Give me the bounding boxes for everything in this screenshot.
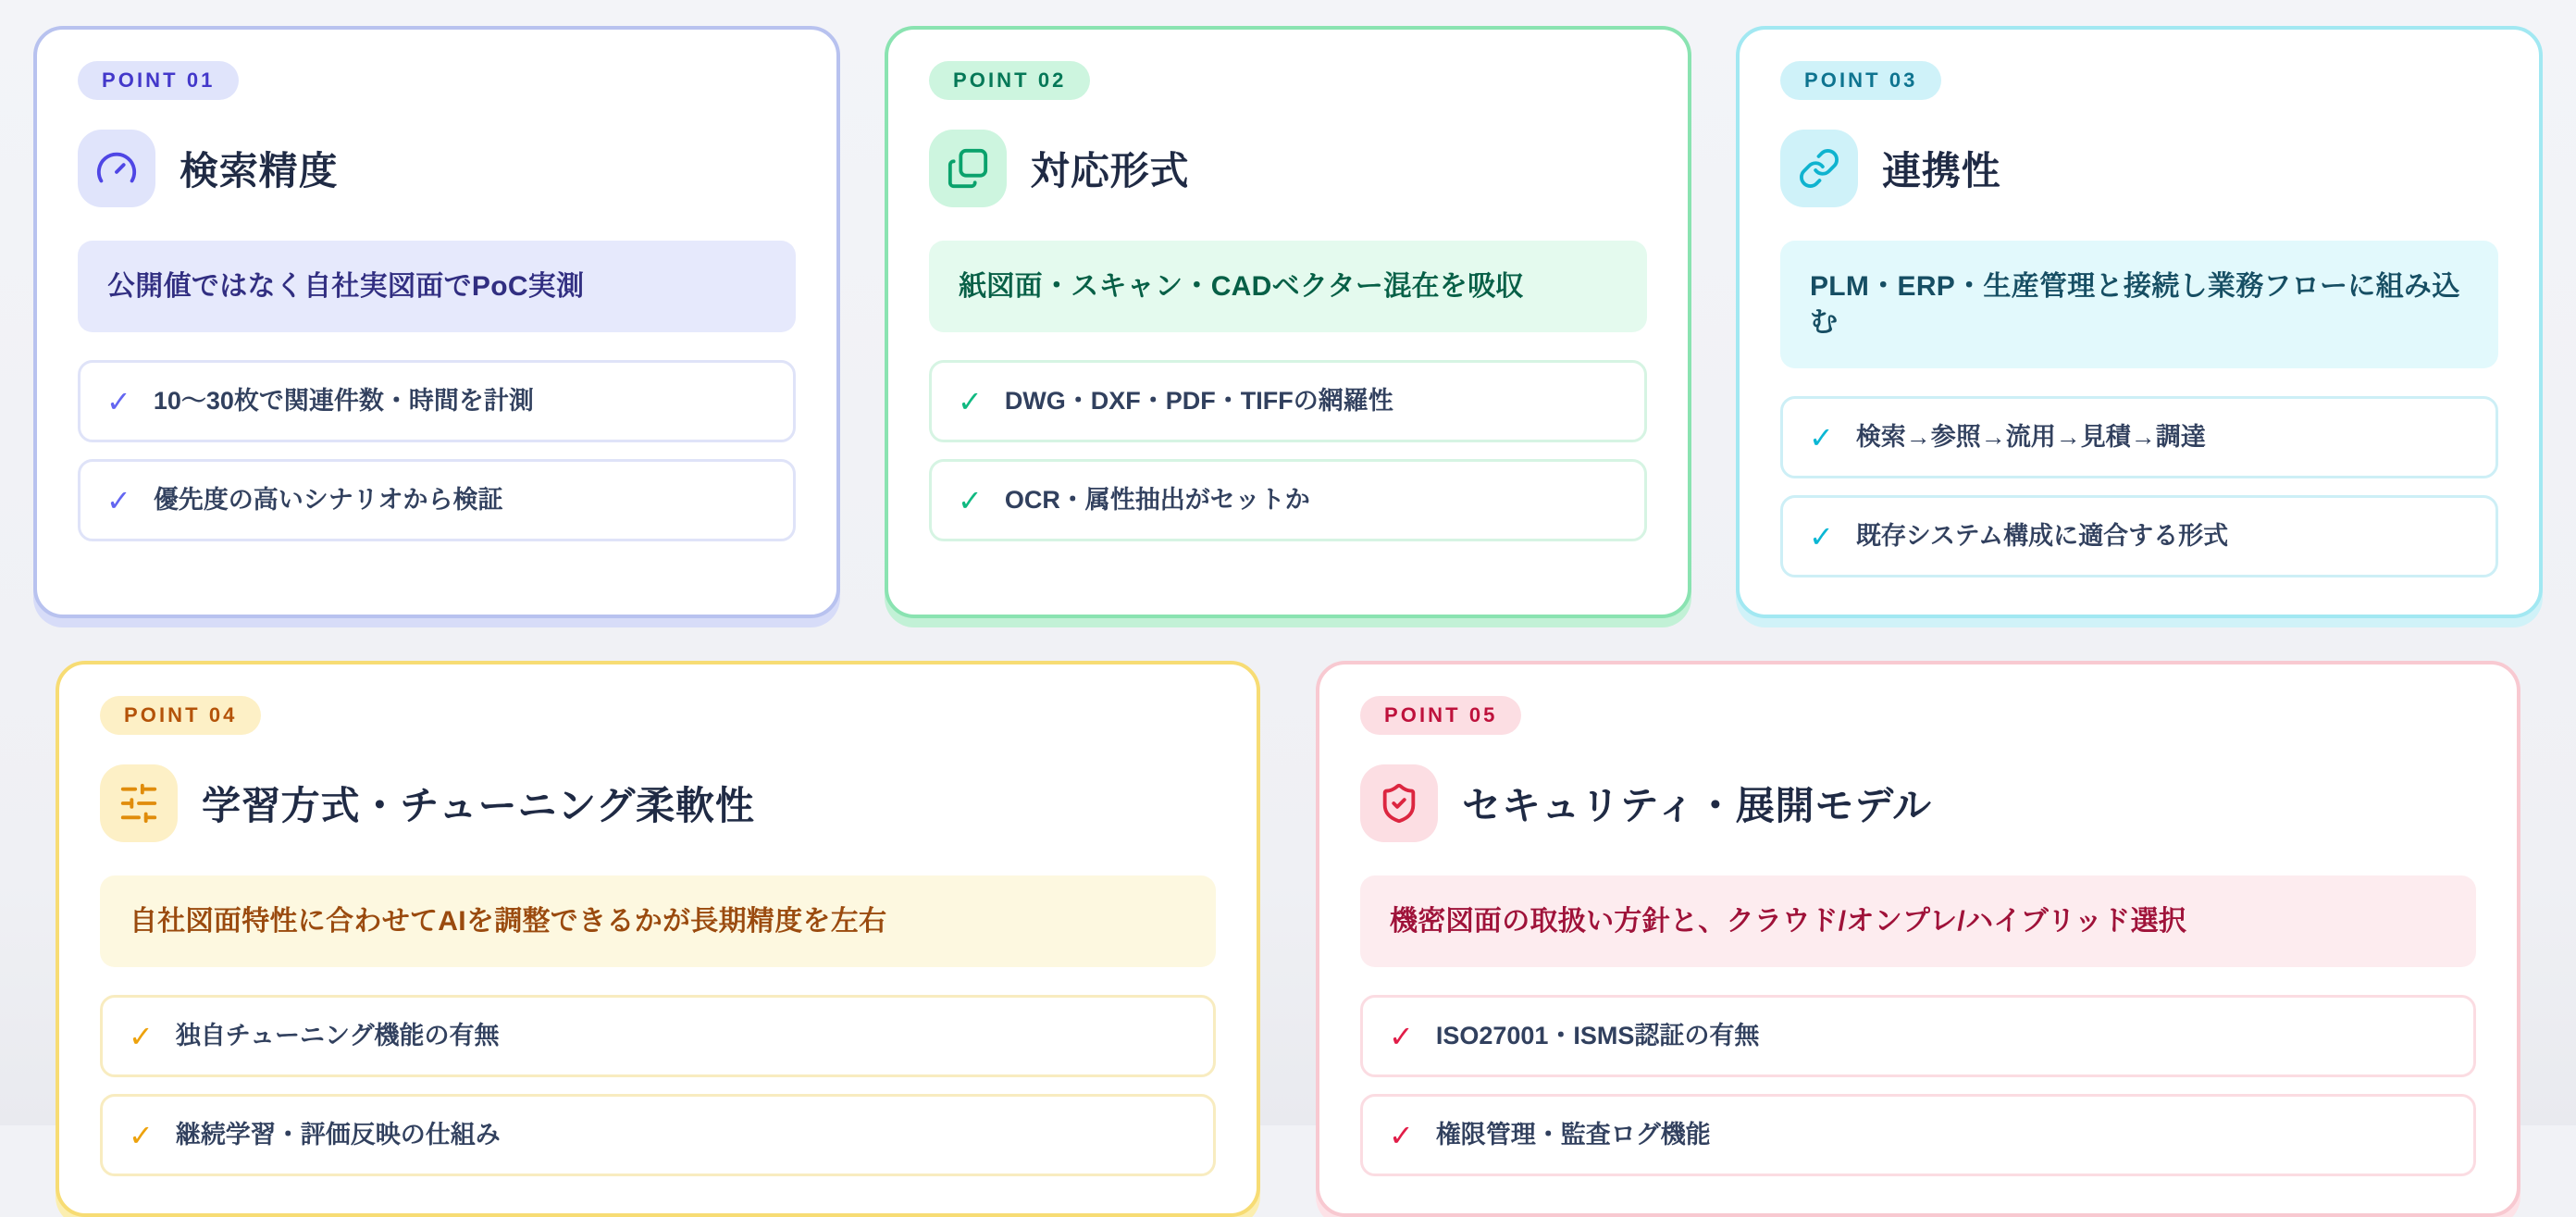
sliders-icon	[118, 782, 160, 825]
icon-tile	[1780, 130, 1858, 207]
check-item-label: 継続学習・評価反映の仕組み	[175, 1121, 501, 1149]
check-item-label: 優先度の高いシナリオから検証	[153, 486, 503, 515]
card-title: 連携性	[1882, 149, 2001, 192]
icon-tile	[100, 764, 178, 842]
check-icon: ✓	[1809, 420, 1834, 454]
check-icon: ✓	[129, 1118, 154, 1152]
card-title: 対応形式	[1031, 149, 1190, 192]
check-icon: ✓	[106, 384, 131, 418]
check-item	[1360, 1094, 2476, 1176]
card-subtitle: 紙図面・スキャン・CADベクター混在を吸収	[929, 241, 1647, 332]
check-list	[78, 360, 796, 541]
point-card	[1316, 661, 2520, 1217]
gauge-icon	[95, 147, 138, 190]
check-list	[1360, 995, 2476, 1176]
check-item	[78, 360, 796, 442]
check-item	[100, 1094, 1216, 1176]
check-item	[1780, 396, 2498, 478]
point-badge: POINT 02	[929, 61, 1090, 100]
point-badge: POINT 05	[1360, 696, 1521, 735]
check-item	[929, 459, 1647, 541]
check-icon: ✓	[1389, 1118, 1414, 1152]
point-card	[56, 661, 1260, 1217]
point-card	[33, 26, 840, 618]
points-row-top	[33, 26, 2543, 618]
check-icon: ✓	[1809, 519, 1834, 553]
icon-tile	[1360, 764, 1438, 842]
check-item-label: 検索→参照→流用→見積→調達	[1855, 423, 2206, 451]
icon-tile	[78, 130, 155, 207]
check-item-label: 権限管理・監査ログ機能	[1435, 1121, 1711, 1149]
card-title: 検索精度	[180, 149, 339, 192]
check-list	[929, 360, 1647, 541]
check-item	[1780, 495, 2498, 577]
check-item	[78, 459, 796, 541]
check-item-label: 既存システム構成に適合する形式	[1855, 522, 2229, 551]
check-item-label: OCR・属性抽出がセットか	[1004, 486, 1310, 515]
check-icon: ✓	[129, 1019, 154, 1053]
check-item-label: DWG・DXF・PDF・TIFFの網羅性	[1004, 387, 1393, 415]
card-subtitle: 自社図面特性に合わせてAIを調整できるかが長期精度を左右	[100, 875, 1216, 967]
card-title-row	[1360, 764, 2476, 842]
check-icon: ✓	[958, 483, 983, 517]
card-title-row	[929, 130, 1647, 207]
check-icon: ✓	[958, 384, 983, 418]
card-title-row	[1780, 130, 2498, 207]
icon-tile	[929, 130, 1007, 207]
points-row-bottom	[56, 661, 2520, 1217]
check-item	[100, 995, 1216, 1077]
point-card	[1736, 26, 2543, 618]
card-title-row	[78, 130, 796, 207]
check-item-label: ISO27001・ISMS認証の有無	[1435, 1022, 1760, 1050]
check-list	[100, 995, 1216, 1176]
point-badge: POINT 04	[100, 696, 261, 735]
point-badge: POINT 03	[1780, 61, 1941, 100]
card-subtitle: 公開値ではなく自社実図面でPoC実測	[78, 241, 796, 332]
link-icon	[1798, 147, 1840, 190]
point-card	[885, 26, 1691, 618]
check-list	[1780, 396, 2498, 577]
check-item	[929, 360, 1647, 442]
check-icon: ✓	[1389, 1019, 1414, 1053]
card-subtitle: 機密図面の取扱い方針と、クラウド/オンプレ/ハイブリッド選択	[1360, 875, 2476, 967]
card-title-row	[100, 764, 1216, 842]
card-subtitle: PLM・ERP・生産管理と接続し業務フローに組み込む	[1780, 241, 2498, 368]
check-item-label: 独自チューニング機能の有無	[175, 1022, 500, 1050]
card-title: 学習方式・チューニング柔軟性	[202, 784, 755, 828]
point-badge: POINT 01	[78, 61, 239, 100]
check-item	[1360, 995, 2476, 1077]
shield-check-icon	[1378, 782, 1420, 825]
copy-documents-icon	[947, 147, 989, 190]
check-item-label: 10〜30枚で関連件数・時間を計測	[153, 387, 534, 415]
card-title: セキュリティ・展開モデル	[1462, 784, 1932, 828]
check-icon: ✓	[106, 483, 131, 517]
